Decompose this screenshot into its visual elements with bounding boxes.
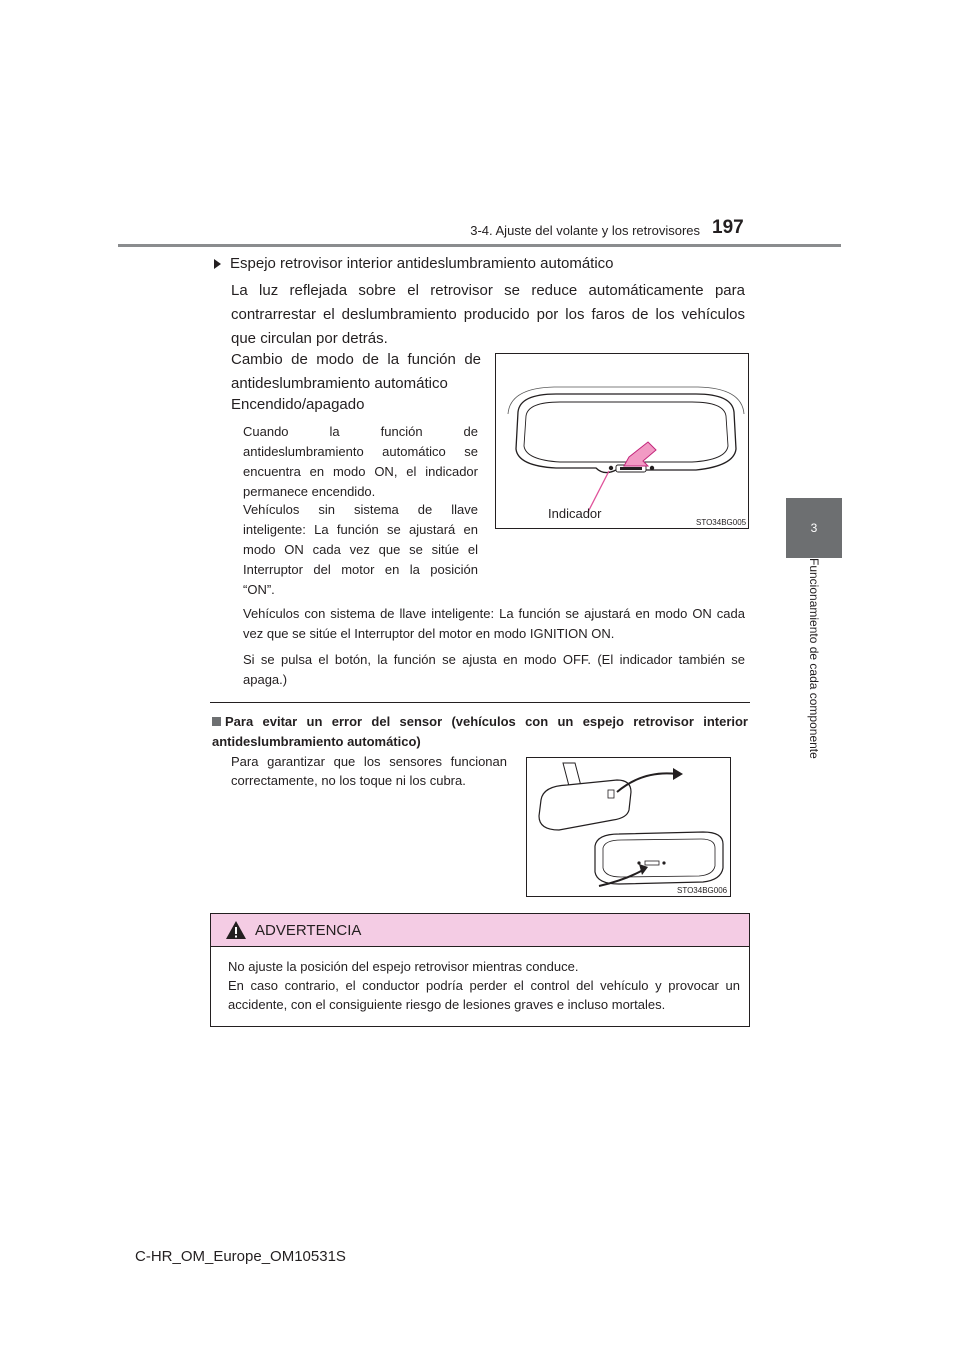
sensor-heading — [212, 712, 748, 752]
sensor-heading-text: Para evitar un error del sensor (vehículos con un espejo retrovisor interior antideslumbramiento automático) — [212, 714, 748, 749]
warning-line-2: En caso contrario, el conductor podría perder el control del vehículo y provocar un accidente, con el consiguiente riesgo de lesiones graves e incluso mortales. — [228, 978, 740, 1012]
sub-heading — [212, 255, 614, 272]
section-divider — [210, 702, 750, 703]
section-title: 3-4. Ajuste del volante y los retrovisores — [470, 223, 700, 238]
warning-box — [210, 913, 750, 1027]
warning-line-1: No ajuste la posición del espejo retrovisor mientras conduce. — [228, 959, 579, 974]
chapter-tab-number: 3 — [786, 498, 842, 558]
sensor-text: Para garantizar que los sensores funcionan correctamente, no los toque ni los cubra. — [231, 754, 507, 788]
sub-heading-text: Espejo retrovisor interior antideslumbramiento automático — [230, 255, 614, 272]
header-rule — [118, 244, 841, 247]
chapter-tab-title — [786, 558, 842, 758]
warning-text — [228, 957, 740, 1014]
warning-header — [211, 914, 749, 947]
page-number: 197 — [712, 217, 744, 238]
sensor-illustration — [527, 758, 730, 896]
warning-icon — [225, 919, 247, 941]
chapter-tab-title-text: Funcionamiento de cada componente — [807, 558, 821, 759]
note-smart-key: Vehículos con sistema de llave inteligente: La función se ajustará en modo ON cada vez que se sitúe el Interruptor del motor en modo IGNITION ON. — [243, 606, 745, 641]
warning-title: ADVERTENCIA — [255, 922, 362, 939]
figure-code: STO34BG006 — [677, 886, 728, 895]
indicator-label: Indicador — [548, 506, 602, 521]
on-off-label: Encendido/apagado — [231, 396, 365, 413]
note-no-smart-key: Vehículos sin sistema de llave inteligente: La función se ajustará en modo ON cada vez que se sitúe el Interruptor del motor en la posición “ON”. — [243, 502, 478, 597]
note-button: Si se pulsa el botón, la función se ajusta en modo OFF. (El indicador también se apaga.) — [243, 652, 745, 687]
figure-code: STO34BG005 — [696, 518, 747, 527]
note-on: Cuando la función de antideslumbramiento automático se encuentra en modo ON, el indicador permanece encendido. — [243, 424, 478, 499]
mirror-illustration — [496, 354, 748, 528]
mirror-figure — [495, 353, 749, 529]
document-code: C-HR_OM_Europe_OM10531S — [135, 1248, 346, 1265]
sensor-figure — [526, 757, 731, 897]
square-bullet-icon — [212, 717, 221, 726]
mode-title: Cambio de modo de la función de antideslumbramiento automático — [231, 351, 481, 392]
intro-paragraph: La luz reflejada sobre el retrovisor se reduce automáticamente para contrarrestar el deslumbramiento producido por los faros de los vehículos que circulan por detrás. — [231, 282, 745, 347]
triangle-bullet-icon — [214, 259, 221, 269]
